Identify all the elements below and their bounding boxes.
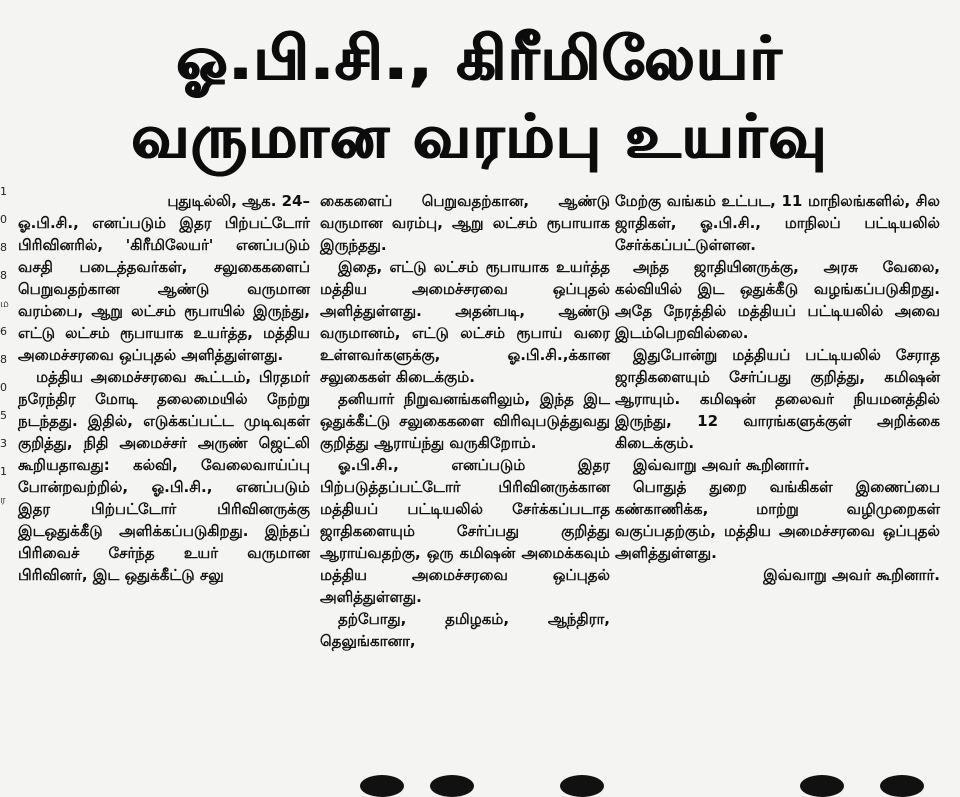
ink-fragment — [430, 775, 474, 797]
edge-char: 8 — [0, 269, 7, 282]
ink-fragment — [560, 775, 604, 797]
paragraph: ஓ.பி.சி., எனப்படும் இதர பிற்படுத்தப்பட்டோர் பிரிவினருக்கான மத்தியப் பட்டியலில் சேர்க்கப்படாத ஜாதிகளையும் சேர்ப்பது குறித்து ஆராய்வதற்கு, ஒரு கமிஷன் அமைக்கவும் மத்திய அமைச்சரவை ஒப்புதல் அளித்துள்ளது. — [320, 456, 610, 606]
paragraph: கைகளைப் பெறுவதற்கான, ஆண்டு வருமான வரம்பு, ஆறு லட்சம் ரூபாயாக இருந்தது. — [320, 192, 610, 254]
edge-char: 1 — [0, 465, 7, 478]
headline-line-2: வருமான வரம்பு உயர்வு — [131, 102, 829, 172]
paragraph: தனியார் நிறுவனங்களிலும், இந்த இட ஒதுக்கீட்டு சலுகைகளை விரிவுபடுத்துவது குறித்து ஆராய்ந்து வருகிறோம். — [320, 390, 610, 452]
paragraph: பொதுத் துறை வங்கிகள் இணைப்பை கண்காணிக்க, மாற்று வழிமுறைகள் வகுப்பதற்கும், மத்திய அமைச்சரவை ஒப்புதல் அளித்துள்ளது. — [615, 478, 940, 562]
edge-char: 8 — [0, 353, 7, 366]
edge-char: 1 — [0, 185, 7, 198]
ink-fragment — [800, 775, 844, 797]
article-column-1 — [18, 190, 310, 586]
article-column-2 — [320, 190, 610, 652]
paragraph: ஓ.பி.சி., எனப்படும் இதர பிற்பட்டோர் பிரிவினரில், 'கிரீமிலேயர்' எனப்படும் வசதி படைத்தவர்கள், சலுகைகளைப் பெறுவதற்கான ஆண்டு வருமான வரம்பை, ஆறு லட்சம் ரூபாயில் இருந்து, எட்டு லட்சம் ரூபாயாக உயர்த்த, மத்திய அமைச்சரவை ஒப்புதல் அளித்துள்ளது. — [18, 214, 310, 364]
paragraph: அந்த ஜாதியினருக்கு, அரசு வேலை, கல்வியில் இட ஒதுக்கீடு வழங்கப்படுகிறது. அதே நேரத்தில் மத்தியப் பட்டியலில் அவை இடம்பெறவில்லை. — [615, 258, 940, 342]
edge-char: 3 — [0, 437, 7, 450]
paragraph: இவ்வாறு அவர் கூறினார். — [633, 456, 810, 474]
ink-fragment — [360, 775, 404, 797]
paragraph: மத்திய அமைச்சரவை கூட்டம், பிரதமர் நரேந்திர மோடி தலைமையில் நேற்று நடந்தது. இதில், எடுக்கப்பட்ட முடிவுகள் குறித்து, நிதி அமைச்சர் அருண் ஜெட்லி கூறியதாவது: கல்வி, வேலைவாய்ப்பு போன்றவற்றில், ஓ.பி.சி., எனப்படும் இதர பிற்பட்டோர் பிரிவினருக்கு இடஒதுக்கீடு அளிக்கப்படுகிறது. இந்தப் பிரிவைச் சேர்ந்த உயர் வருமான பிரிவினர், இட ஒதுக்கீட்டு சலு — [18, 368, 310, 584]
paragraph: இவ்வாறு அவர் கூறினார். — [763, 566, 940, 584]
paragraph: தற்போது, தமிழகம், ஆந்திரா, தெலுங்கானா, — [320, 610, 610, 650]
edge-char: 0 — [0, 213, 7, 226]
paragraph: இதுபோன்று மத்தியப் பட்டியலில் சேராத ஜாதிகளையும் சேர்ப்பது குறித்து, கமிஷன் ஆராயும். கமிஷன் தலைவர் நியமனத்தில் இருந்து, 12 வாரங்களுக்குள் அறிக்கை கிடைக்கும். — [615, 346, 940, 452]
headline-line-1: ஓ.பி.சி., கிரீமிலேயர் — [176, 24, 784, 94]
paragraph: மேற்கு வங்கம் உட்பட, 11 மாநிலங்களில், சில ஜாதிகள், ஓ.பி.சி., மாநிலப் பட்டியலில் சேர்க்கப்பட்டுள்ளன. — [615, 192, 940, 254]
dateline: புதுடில்லி, ஆக. 24– — [167, 192, 310, 210]
edge-char: 0 — [0, 381, 7, 394]
left-edge-fragment — [0, 178, 10, 518]
edge-char: ம — [0, 297, 9, 310]
paragraph: இதை, எட்டு லட்சம் ரூபாயாக உயர்த்த மத்திய அமைச்சரவை ஒப்புதல் அளித்துள்ளது. அதன்படி, ஆண்டு வருமானம், எட்டு லட்சம் ரூபாய் வரை உள்ளவர்களுக்கு, ஓ.பி.சி.,க்கான சலுகைகள் கிடைக்கும். — [320, 258, 610, 386]
edge-char: 8 — [0, 241, 7, 254]
article-column-3 — [615, 190, 940, 586]
edge-char: 5 — [0, 409, 7, 422]
ink-fragment — [880, 775, 924, 797]
next-article-fragment — [0, 769, 960, 787]
edge-char: ர — [0, 493, 6, 506]
edge-char: 6 — [0, 325, 7, 338]
